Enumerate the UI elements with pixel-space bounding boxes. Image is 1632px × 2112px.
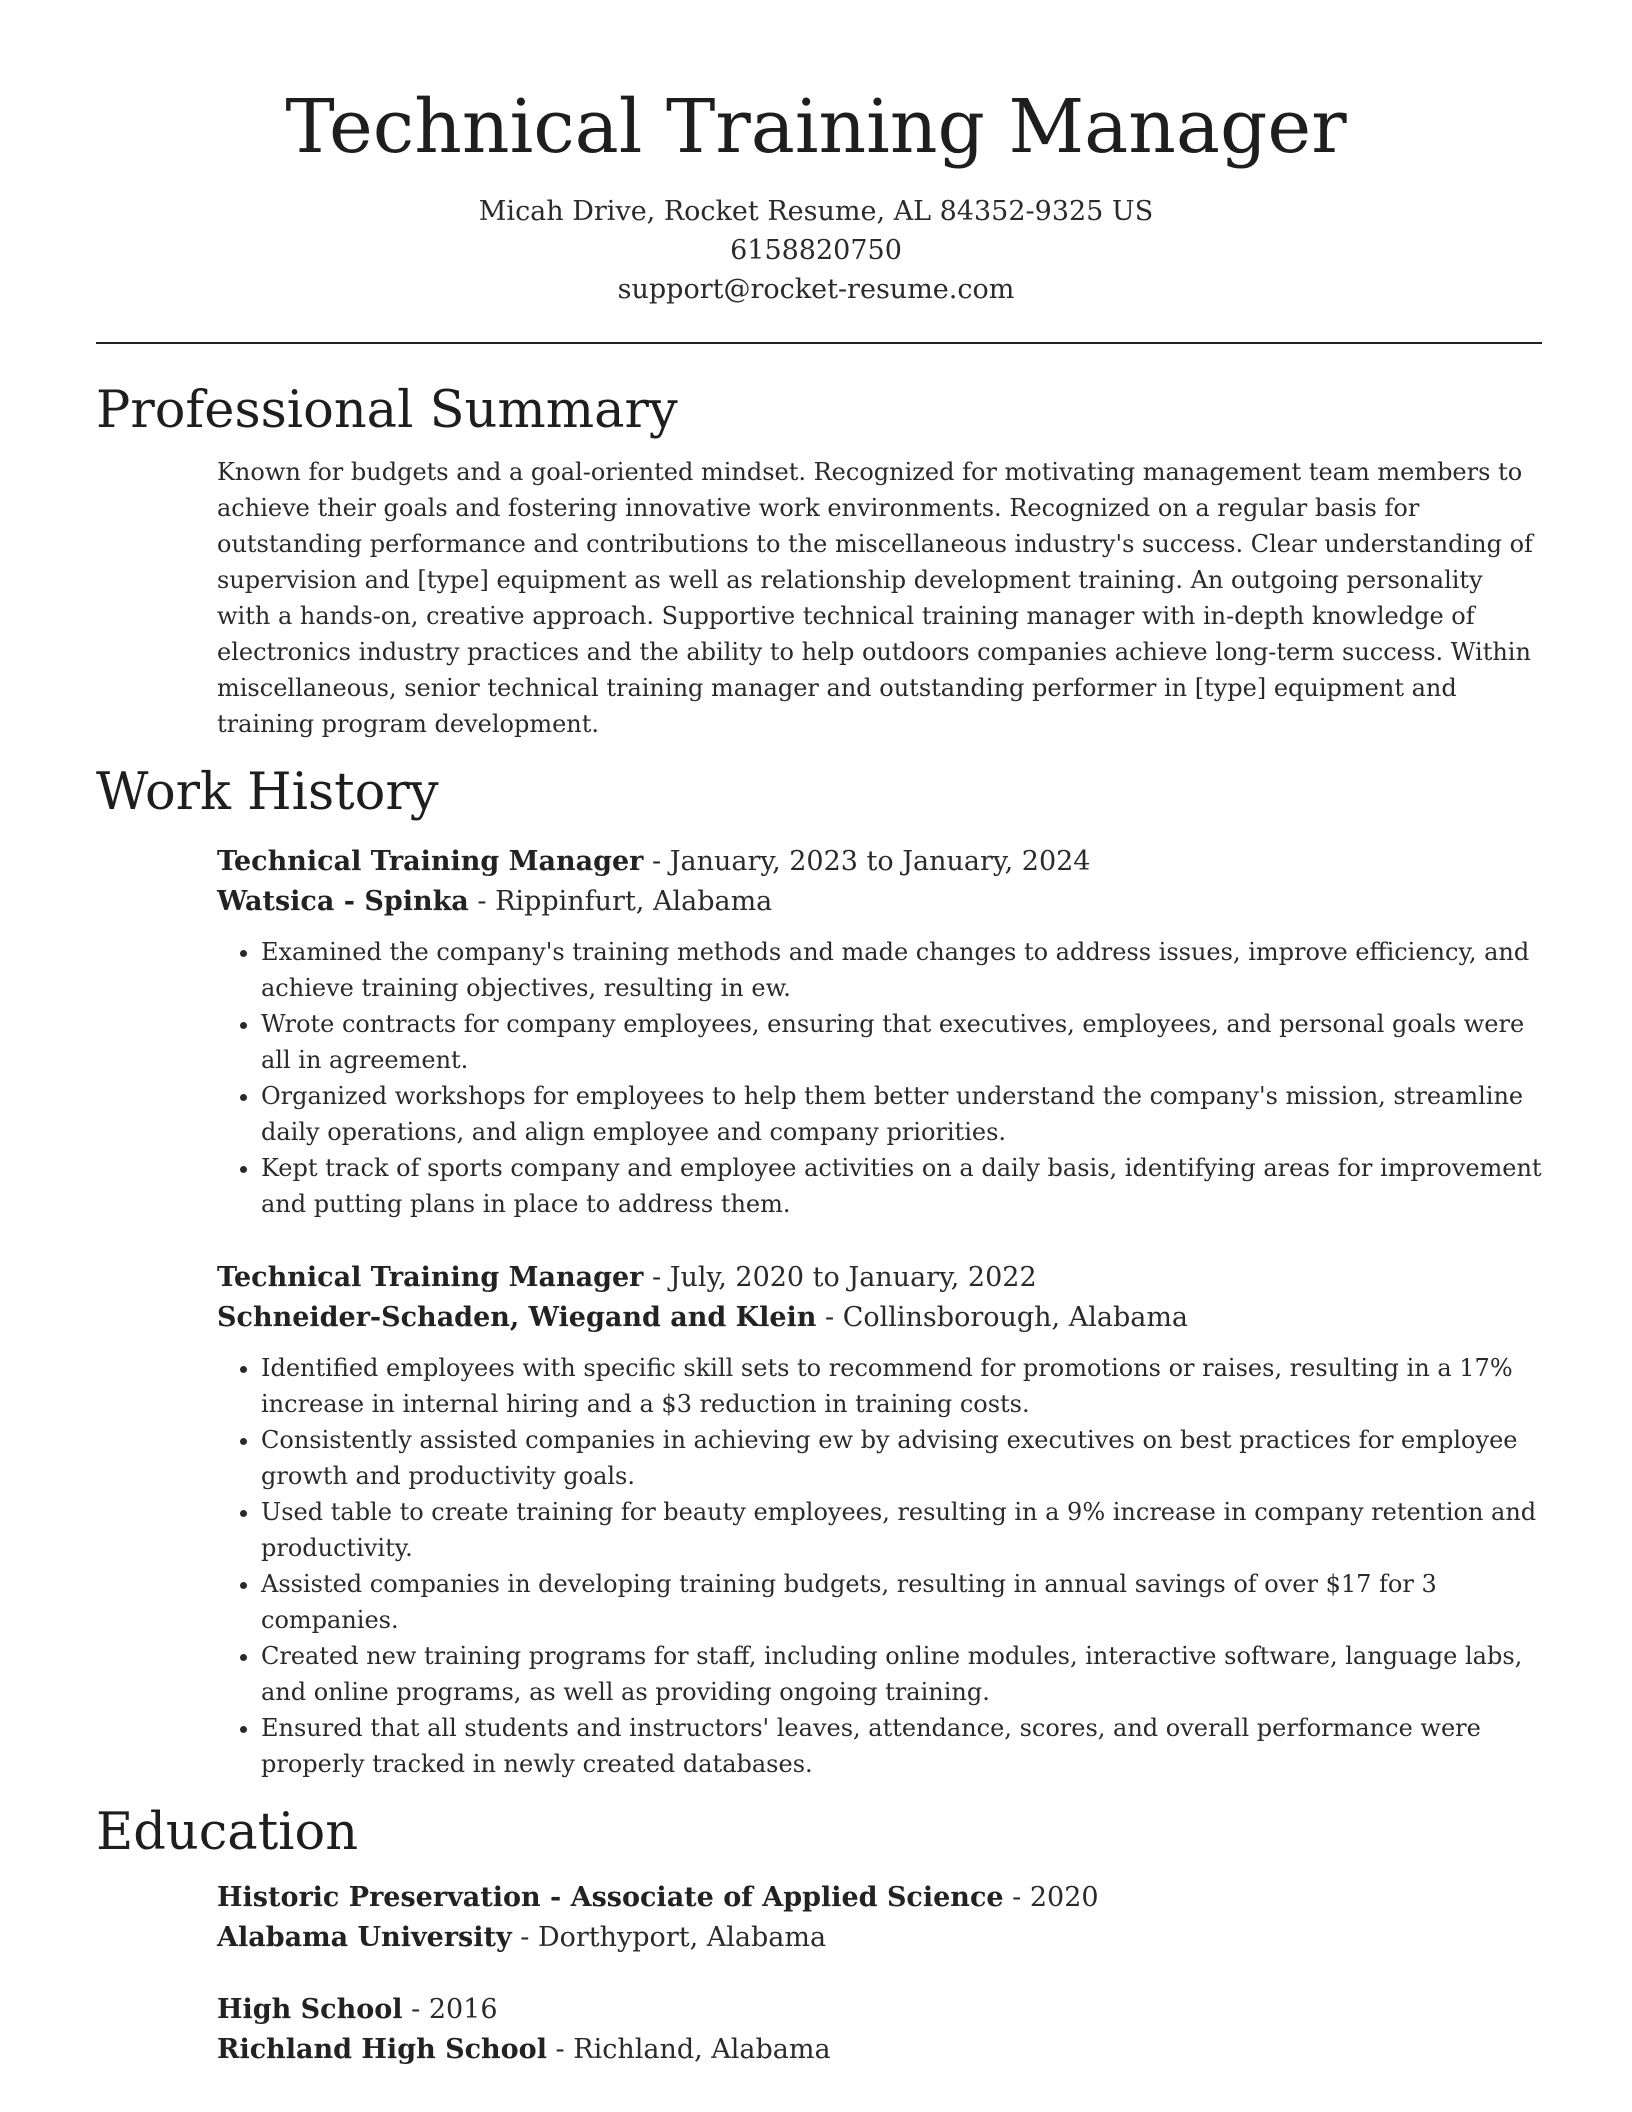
contact-block — [0, 192, 1632, 309]
work-history-section — [96, 762, 1542, 1782]
contact-address: Micah Drive, Rocket Resume, AL 84352-9325 US — [478, 196, 1154, 227]
contact-phone: 6158820750 — [730, 235, 902, 266]
education-year: - 2016 — [402, 1994, 498, 2025]
job-entry — [217, 842, 1542, 1222]
education-degree: Historic Preservation - Associate of Applied Science — [217, 1882, 1004, 1913]
education-year: - 2020 — [1003, 1882, 1099, 1913]
job-dates: - July, 2020 to January, 2022 — [643, 1262, 1037, 1293]
job-bullet: • Examined the company's training methods and made changes to address issues, improve efficiency, and achieve training objectives, resulting in ew. — [261, 934, 1542, 1006]
job-role: Technical Training Manager — [217, 1262, 644, 1293]
job-bullet: • Assisted companies in developing training budgets, resulting in annual savings of over $17 for 3 companies. — [261, 1566, 1542, 1638]
education-section — [96, 1802, 1542, 2070]
job-bullet: • Organized workshops for employees to help them better understand the company's mission, streamline daily operations, and align employee and company priorities. — [261, 1078, 1542, 1150]
job-bullet: • Wrote contracts for company employees, ensuring that executives, employees, and personal goals were all in agreement. — [261, 1006, 1542, 1078]
job-bullet: • Consistently assisted companies in achieving ew by advising executives on best practices for employee growth and productivity goals. — [261, 1422, 1542, 1494]
education-degree-line — [217, 1878, 1542, 1918]
job-location: - Collinsborough, Alabama — [816, 1302, 1189, 1333]
summary-title: Professional Summary — [96, 381, 678, 440]
job-dates: - January, 2023 to January, 2024 — [643, 846, 1091, 877]
education-degree-line — [217, 1990, 1542, 2030]
job-bullet: • Used table to create training for beauty employees, resulting in a 9% increase in company retention and productivity. — [261, 1494, 1542, 1566]
job-role: Technical Training Manager — [217, 846, 644, 877]
education-school: Richland High School — [217, 2034, 547, 2065]
education-entry — [217, 1990, 1542, 2070]
education-degree: High School — [217, 1994, 403, 2025]
education-location: - Dorthyport, Alabama — [511, 1922, 827, 1953]
education-school-line — [217, 2030, 1542, 2070]
job-bullet: • Ensured that all students and instructors' leaves, attendance, scores, and overall performance were properly tracked in newly created databases. — [261, 1710, 1542, 1782]
work-history-title: Work History — [96, 763, 439, 822]
job-bullet: • Identified employees with specific skill sets to recommend for promotions or raises, resulting in a 17% increase in internal hiring and a $3 reduction in training costs. — [261, 1350, 1542, 1422]
job-bullets — [217, 1350, 1542, 1782]
contact-email: support@rocket-resume.com — [617, 274, 1015, 305]
job-location: - Rippinfurt, Alabama — [468, 886, 773, 917]
job-entry — [217, 1258, 1542, 1782]
education-entry — [217, 1878, 1542, 1958]
education-title: Education — [96, 1803, 359, 1862]
job-employer-line — [217, 1298, 1542, 1338]
education-location: - Richland, Alabama — [546, 2034, 831, 2065]
job-bullet: • Created new training programs for staff, including online modules, interactive software, language labs, and online programs, as well as providing ongoing training. — [261, 1638, 1542, 1710]
resume-header — [0, 0, 1632, 309]
job-bullet: • Kept track of sports company and employee activities on a daily basis, identifying areas for improvement and putting plans in place to address them. — [261, 1150, 1542, 1222]
summary-section — [96, 380, 1542, 742]
job-bullets — [217, 934, 1542, 1222]
summary-text: Known for budgets and a goal-oriented mindset. Recognized for motivating management team members to achieve their goals and fostering innovative work environments. Recognized on a regular basis for outstanding performance and contributions to the miscellaneous industry's success. Clear understanding of supervision and [type] equipment as well as relationship development training. An outgoing personality with a hands-on, creative approach. Supportive technical training manager with in-depth knowledge of electronics industry practices and the ability to help outdoors companies achieve long-term success. Within miscellaneous, senior technical training manager and outstanding performer in [type] equipment and training program development. — [217, 458, 1533, 738]
job-title-line — [217, 842, 1542, 882]
resume-content — [96, 380, 1542, 2070]
job-company: Watsica - Spinka — [217, 886, 469, 917]
candidate-name: Technical Training Manager — [285, 84, 1347, 170]
education-school-line — [217, 1918, 1542, 1958]
job-title-line — [217, 1258, 1542, 1298]
header-divider — [96, 342, 1542, 344]
job-employer-line — [217, 882, 1542, 922]
job-company: Schneider-Schaden, Wiegand and Klein — [217, 1302, 817, 1333]
education-school: Alabama University — [217, 1922, 512, 1953]
